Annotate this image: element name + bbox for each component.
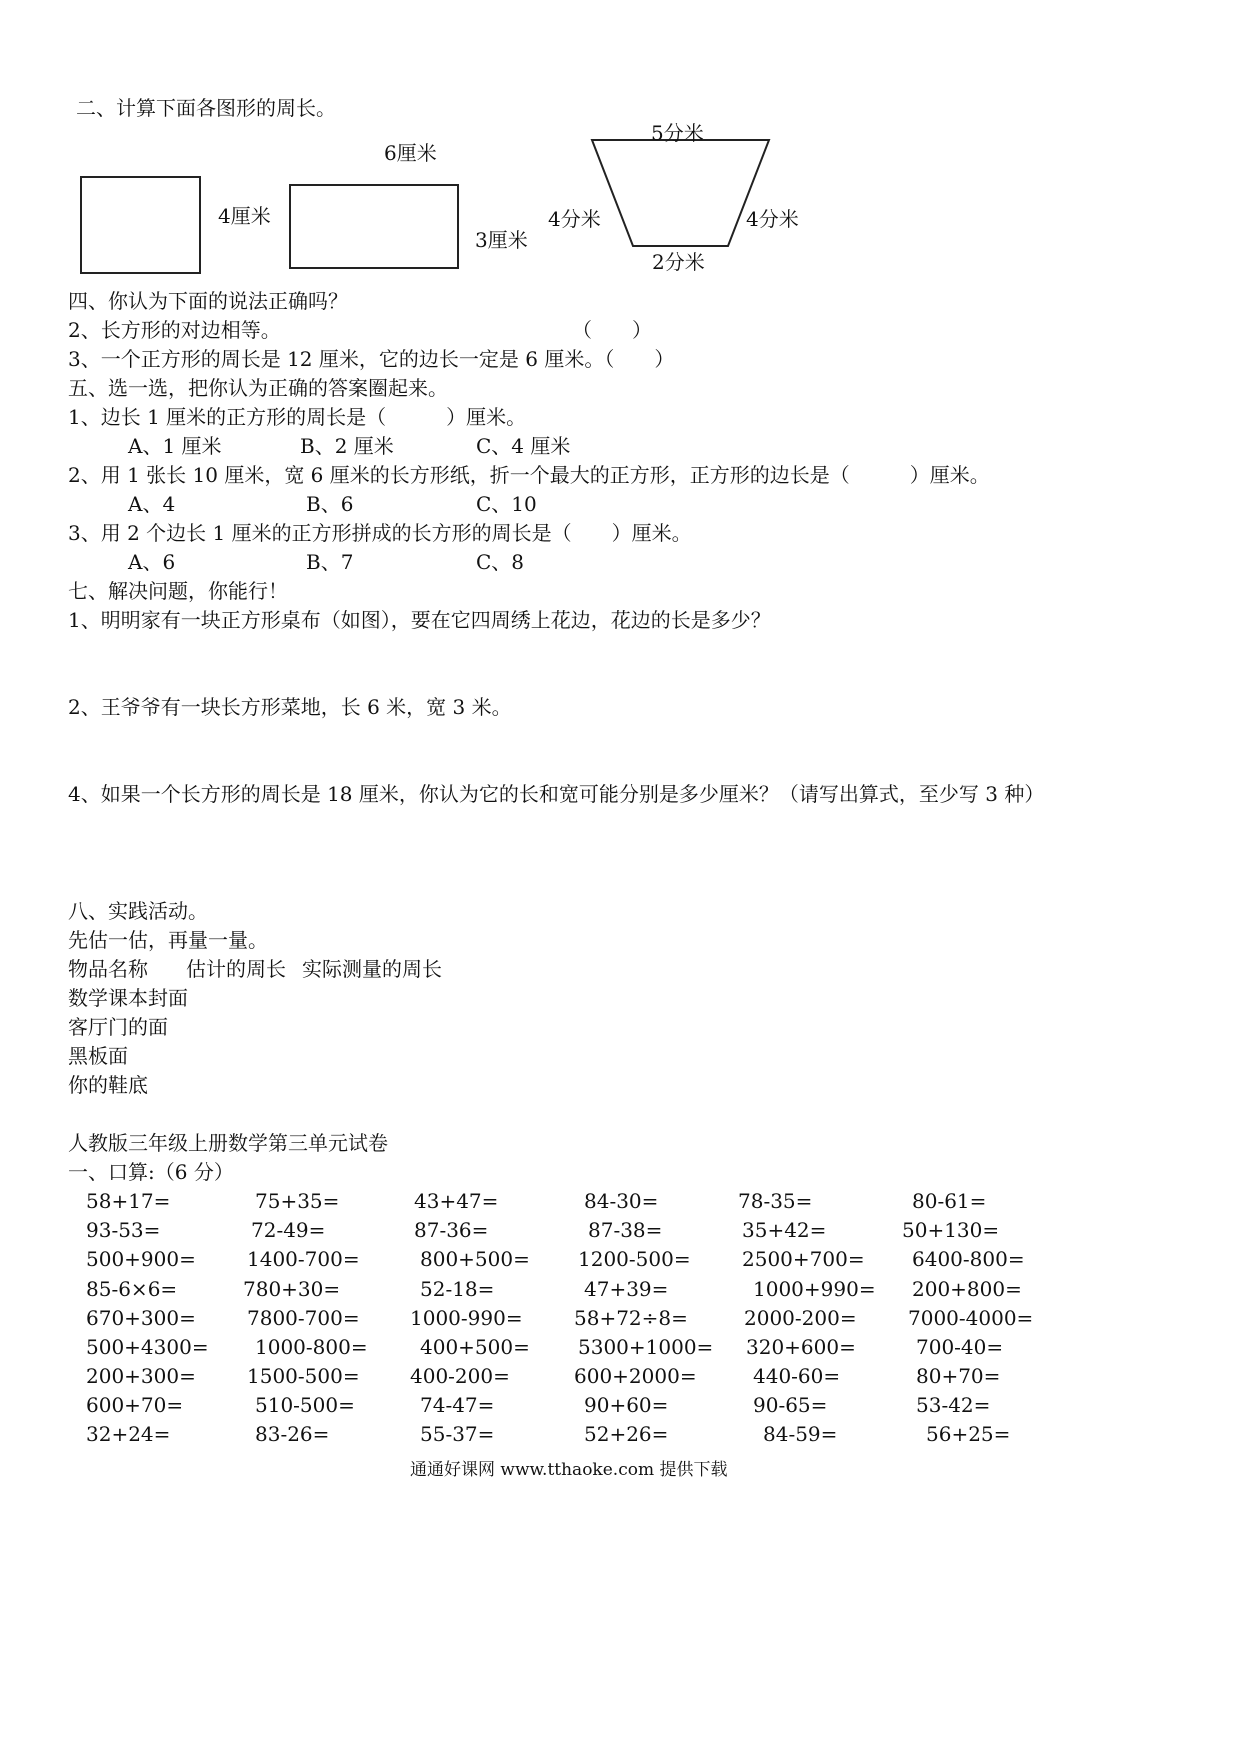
section5-q1-option-c: C、4 厘米	[476, 434, 571, 458]
calc-item: 80+70=	[916, 1364, 1001, 1388]
section5-q1: 1、边长 1 厘米的正方形的周长是（ ）厘米。	[68, 405, 527, 429]
section5-title: 五、选一选，把你认为正确的答案圈起来。	[68, 376, 448, 400]
perimeter-figures	[0, 0, 1240, 320]
section4-q3: 3、一个正方形的周长是 12 厘米，它的边长一定是 6 厘米。（ ）	[68, 347, 675, 371]
rect-length-label: 6厘米	[384, 141, 437, 165]
section7-title: 七、解决问题，你能行！	[68, 579, 288, 603]
section5-q3-option-c: C、8	[476, 550, 525, 574]
calc-item: 47+39=	[584, 1277, 669, 1301]
calc-item: 200+800=	[912, 1277, 1022, 1301]
calc-item: 7800-700=	[247, 1306, 360, 1330]
section8-title: 八、实践活动。	[68, 899, 208, 923]
calc-item: 87-38=	[588, 1218, 663, 1242]
calc-item: 670+300=	[86, 1306, 196, 1330]
calc-item: 510-500=	[255, 1393, 355, 1417]
section2-title: 二、计算下面各图形的周长。	[76, 96, 336, 120]
section8-col-name: 物品名称	[68, 957, 148, 981]
trap-left-label: 4分米	[548, 207, 601, 231]
rectangle-figure	[290, 185, 458, 268]
section4-q2-paren: （ ）	[572, 318, 652, 342]
calc-item: 600+70=	[86, 1393, 184, 1417]
calc-item: 1000-990=	[410, 1306, 523, 1330]
rect-width-label: 3厘米	[475, 228, 528, 252]
section8-item: 黑板面	[68, 1044, 128, 1068]
section8-col-estimate: 估计的周长	[186, 957, 286, 981]
calc-item: 440-60=	[753, 1364, 841, 1388]
oral-calc-heading: 一、口算:（6 分）	[68, 1160, 234, 1184]
section7-q1: 1、明明家有一块正方形桌布（如图），要在它四周绣上花边，花边的长是多少？	[68, 608, 771, 632]
calc-item: 1400-700=	[247, 1247, 360, 1271]
section8-col-actual: 实际测量的周长	[302, 957, 442, 981]
calc-item: 780+30=	[243, 1277, 341, 1301]
calc-item: 200+300=	[86, 1364, 196, 1388]
calc-item: 84-30=	[584, 1189, 659, 1213]
section5-q3-option-b: B、7	[306, 550, 354, 574]
trap-bottom-label: 2分米	[652, 250, 705, 274]
calc-item: 85-6×6=	[86, 1277, 178, 1301]
calc-item: 78-35=	[738, 1189, 813, 1213]
calc-item: 58+17=	[86, 1189, 171, 1213]
section5-q2: 2、用 1 张长 10 厘米，宽 6 厘米的长方形纸，折一个最大的正方形，正方形的边长是（ ）厘米。	[68, 463, 990, 487]
calc-item: 5300+1000=	[578, 1335, 714, 1359]
section5-q1-option-b: B、2 厘米	[300, 434, 394, 458]
calc-item: 32+24=	[86, 1422, 171, 1446]
calc-item: 74-47=	[420, 1393, 495, 1417]
calc-item: 35+42=	[742, 1218, 827, 1242]
calc-item: 84-59=	[763, 1422, 838, 1446]
calc-item: 500+900=	[86, 1247, 196, 1271]
calc-item: 500+4300=	[86, 1335, 209, 1359]
section5-q2-option-a: A、4	[128, 492, 176, 516]
calc-item: 90+60=	[584, 1393, 669, 1417]
calc-item: 90-65=	[753, 1393, 828, 1417]
section8-item: 你的鞋底	[68, 1073, 148, 1097]
trap-right-label: 4分米	[746, 207, 799, 231]
calc-item: 83-26=	[255, 1422, 330, 1446]
section7-q4: 4、如果一个长方形的周长是 18 厘米，你认为它的长和宽可能分别是多少厘米？（请写出算式，至少写 3 种）	[68, 782, 1045, 806]
trapezoid-figure	[592, 140, 769, 246]
calc-item: 75+35=	[255, 1189, 340, 1213]
trap-top-label: 5分米	[651, 121, 704, 145]
calc-item: 1000+990=	[753, 1277, 876, 1301]
section5-q3-option-a: A、6	[128, 550, 176, 574]
section4-title: 四、你认为下面的说法正确吗？	[68, 289, 348, 313]
calc-item: 80-61=	[912, 1189, 987, 1213]
section5-q2-option-c: C、10	[476, 492, 537, 516]
square-figure	[81, 177, 200, 273]
calc-item: 7000-4000=	[908, 1306, 1034, 1330]
calc-item: 55-37=	[420, 1422, 495, 1446]
section7-q2: 2、王爷爷有一块长方形菜地，长 6 米，宽 3 米。	[68, 695, 512, 719]
calc-item: 1500-500=	[247, 1364, 360, 1388]
section4-q2: 2、长方形的对边相等。	[68, 318, 281, 342]
calc-item: 43+47=	[414, 1189, 499, 1213]
calc-item: 93-53=	[86, 1218, 161, 1242]
footer-text: 通通好课网 www.tthaoke.com 提供下载	[410, 1460, 728, 1480]
calc-item: 1000-800=	[255, 1335, 368, 1359]
section5-q2-option-b: B、6	[306, 492, 354, 516]
calc-item: 53-42=	[916, 1393, 991, 1417]
calc-item: 400-200=	[410, 1364, 510, 1388]
calc-item: 1200-500=	[578, 1247, 691, 1271]
calc-item: 800+500=	[420, 1247, 530, 1271]
calc-item: 2000-200=	[744, 1306, 857, 1330]
section8-intro: 先估一估，再量一量。	[68, 928, 268, 952]
calc-item: 700-40=	[916, 1335, 1004, 1359]
calc-item: 400+500=	[420, 1335, 530, 1359]
square-side-label: 4厘米	[218, 204, 271, 228]
calc-item: 2500+700=	[742, 1247, 865, 1271]
calc-item: 50+130=	[902, 1218, 1000, 1242]
calc-item: 72-49=	[251, 1218, 326, 1242]
exam-title: 人教版三年级上册数学第三单元试卷	[68, 1131, 388, 1155]
calc-item: 6400-800=	[912, 1247, 1025, 1271]
section8-item: 数学课本封面	[68, 986, 188, 1010]
calc-item: 56+25=	[926, 1422, 1011, 1446]
section8-item: 客厅门的面	[68, 1015, 168, 1039]
calc-item: 52+26=	[584, 1422, 669, 1446]
calc-item: 52-18=	[420, 1277, 495, 1301]
calc-item: 600+2000=	[574, 1364, 697, 1388]
calc-item: 87-36=	[414, 1218, 489, 1242]
calc-item: 320+600=	[746, 1335, 856, 1359]
section5-q3: 3、用 2 个边长 1 厘米的正方形拼成的长方形的周长是（ ）厘米。	[68, 521, 692, 545]
calc-item: 58+72÷8=	[574, 1306, 688, 1330]
section5-q1-option-a: A、1 厘米	[128, 434, 222, 458]
